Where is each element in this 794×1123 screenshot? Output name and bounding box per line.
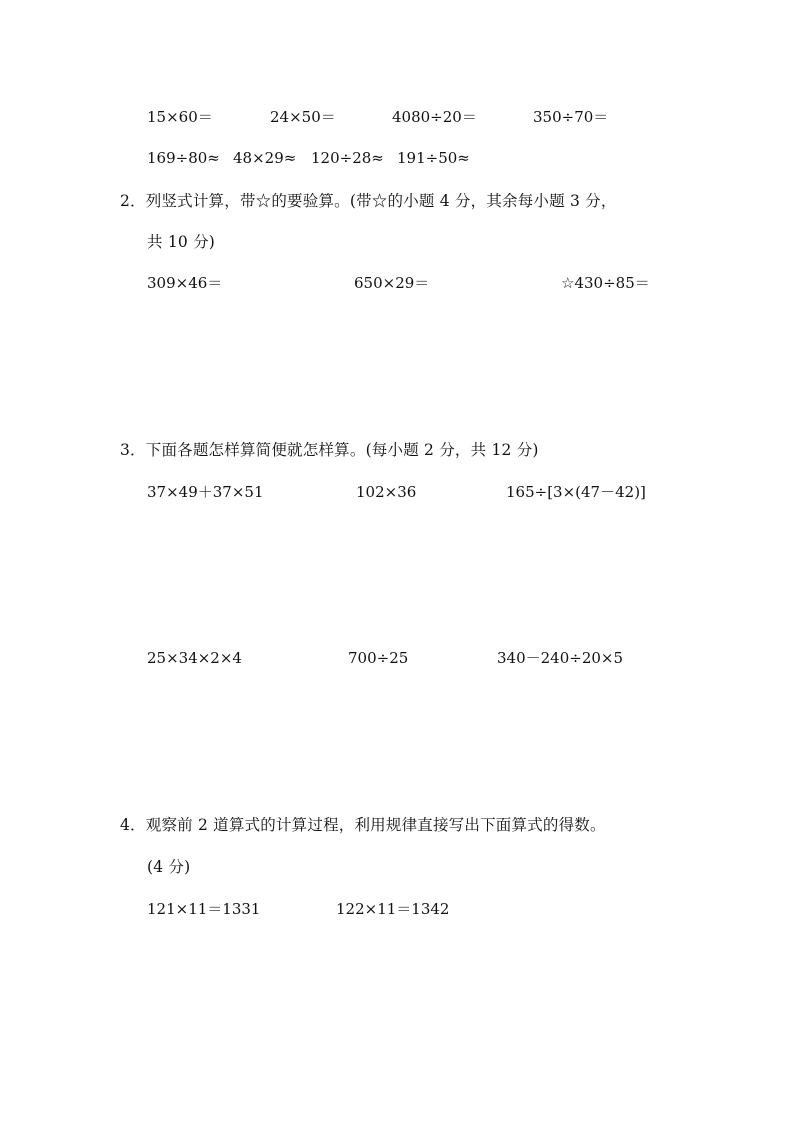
simplify-item: 165÷[3×(47－42)] xyxy=(506,483,646,501)
oral-item: 350÷70＝ xyxy=(533,108,609,126)
simplify-item: 25×34×2×4 xyxy=(147,649,242,667)
vertical-calc-item: 650×29＝ xyxy=(354,274,430,292)
simplify-item: 700÷25 xyxy=(348,649,409,667)
question-2-heading: 2．列竖式计算，带☆的要验算。(带☆的小题 4 分，其余每小题 3 分， xyxy=(120,192,617,210)
question-2-heading-cont: 共 10 分) xyxy=(147,233,216,251)
estimate-item: 191÷50≈ xyxy=(397,149,470,167)
simplify-item: 340－240÷20×5 xyxy=(497,649,624,667)
simplify-item: 37×49＋37×51 xyxy=(147,483,264,501)
vertical-calc-item: 309×46＝ xyxy=(147,274,223,292)
estimate-item: 120÷28≈ xyxy=(311,149,384,167)
question-4-heading: 4．观察前 2 道算式的计算过程，利用规律直接写出下面算式的得数。 xyxy=(120,816,606,834)
pattern-example: 121×11＝1331 xyxy=(147,900,261,918)
estimate-item: 169÷80≈ xyxy=(147,149,220,167)
simplify-item: 102×36 xyxy=(356,483,417,501)
oral-item: 15×60＝ xyxy=(147,108,213,126)
vertical-calc-item-verify: ☆430÷85＝ xyxy=(561,274,650,292)
estimate-item: 48×29≈ xyxy=(233,149,297,167)
question-3-heading: 3．下面各题怎样算简便就怎样算。(每小题 2 分，共 12 分) xyxy=(120,441,539,459)
oral-item: 4080÷20＝ xyxy=(392,108,477,126)
question-4-heading-cont: (4 分) xyxy=(147,858,191,876)
pattern-example: 122×11＝1342 xyxy=(336,900,450,918)
oral-item: 24×50＝ xyxy=(270,108,336,126)
